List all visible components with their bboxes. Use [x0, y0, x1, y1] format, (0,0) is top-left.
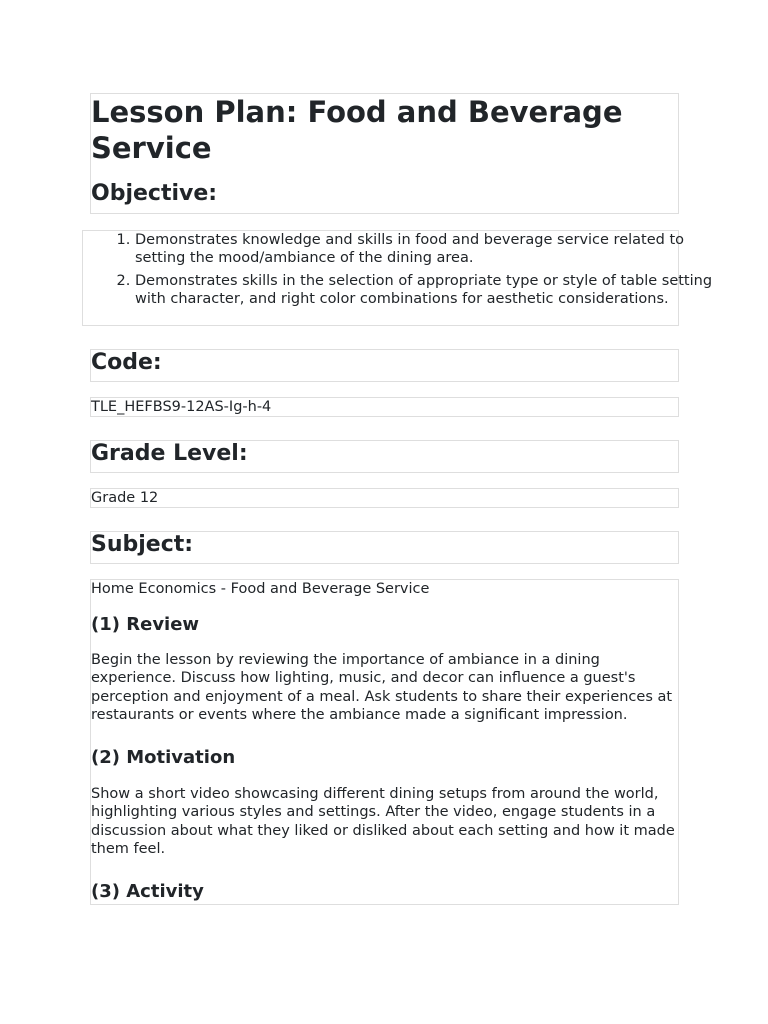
- code-heading-block: [90, 349, 679, 382]
- section-heading-activity: (3) Activity: [91, 881, 204, 902]
- objective-list-block: [82, 230, 713, 326]
- subject-value: Home Economics - Food and Beverage Service: [91, 581, 430, 597]
- section-body-review: Begin the lesson by reviewing the importance of ambiance in a dining experience. Discuss how lighting, music, and decor can influence a guest's perception and enjoyment of a meal. Ask students to share their experiences at restaurants or events where the ambiance made a significant impression.: [91, 652, 673, 723]
- grade-level-value-block: [90, 488, 679, 508]
- title-block: [90, 93, 679, 214]
- code-value: TLE_HEFBS9-12AS-Ig-h-4: [91, 399, 272, 415]
- grade-level-value: Grade 12: [91, 490, 159, 506]
- page-title: Lesson Plan: Food and Beverage Service: [91, 95, 623, 165]
- grade-level-heading-block: [90, 440, 679, 473]
- objective-heading: Objective:: [91, 181, 218, 206]
- subject-heading: Subject:: [91, 532, 194, 557]
- objective-item: 2. Demonstrates skills in the selection of appropriate type or style of table setting with character, and right color combinations for aesthetic considerations.: [135, 272, 725, 309]
- grade-level-heading: Grade Level:: [91, 441, 248, 466]
- section-heading-motivation: (2) Motivation: [91, 747, 236, 768]
- section-heading-review: (1) Review: [91, 614, 200, 635]
- section-body-motivation: Show a short video showcasing different dining setups from around the world, highlighting various styles and settings. After the video, engage students in a discussion about what they liked or disliked about each setting and how it made them feel.: [91, 786, 675, 857]
- objective-list: [83, 231, 725, 312]
- objective-item: 1. Demonstrates knowledge and skills in food and beverage service related to setting the mood/ambiance of the dining area.: [135, 231, 725, 268]
- subject-heading-block: [90, 531, 679, 564]
- code-heading: Code:: [91, 350, 162, 375]
- lesson-content-block: [90, 579, 679, 905]
- code-value-block: [90, 397, 679, 417]
